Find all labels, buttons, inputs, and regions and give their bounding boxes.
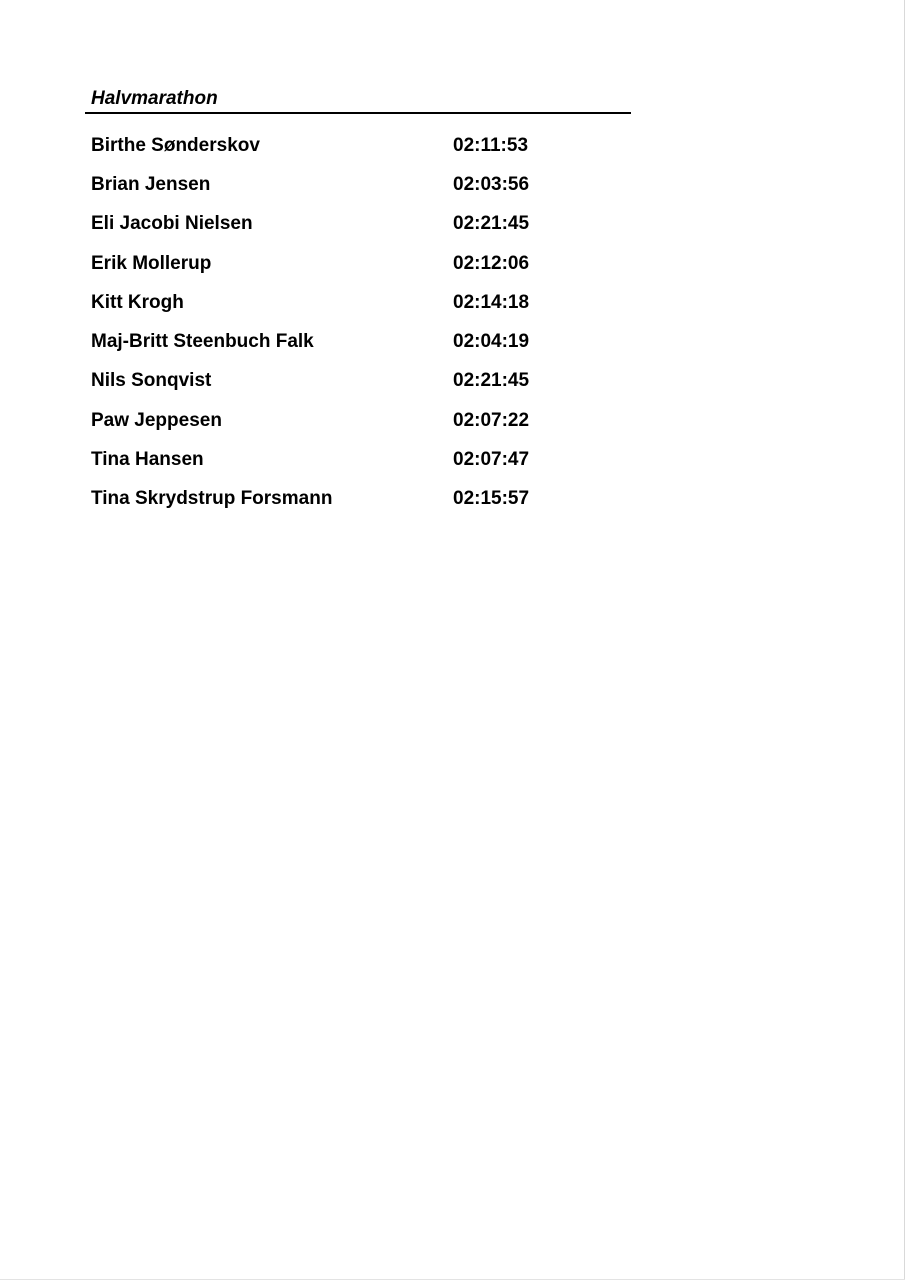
result-row: [85, 165, 631, 204]
result-row: [85, 205, 631, 244]
finish-time: 02:04:19: [453, 331, 530, 353]
runner-name: Nils Sonqvist: [91, 370, 212, 392]
result-row: [85, 244, 631, 283]
result-row: [85, 362, 631, 401]
runner-name: Tina Hansen: [91, 449, 204, 471]
finish-time: 02:03:56: [453, 173, 530, 195]
result-row: [85, 126, 631, 165]
result-row: [85, 401, 631, 440]
finish-time: 02:21:45: [453, 370, 530, 392]
runner-name: Tina Skrydstrup Forsmann: [91, 488, 333, 510]
finish-time: 02:14:18: [453, 291, 530, 313]
section-title: Halvmarathon: [85, 86, 631, 114]
results-section: [85, 86, 631, 519]
finish-time: 02:12:06: [453, 252, 530, 274]
runner-name: Erik Mollerup: [91, 252, 212, 274]
result-row: [85, 322, 631, 361]
runner-name: Brian Jensen: [91, 173, 211, 195]
runner-name: Paw Jeppesen: [91, 409, 222, 431]
runner-name: Birthe Sønderskov: [91, 134, 260, 156]
result-row: [85, 480, 631, 519]
finish-time: 02:21:45: [453, 213, 530, 235]
result-row: [85, 283, 631, 322]
finish-time: 02:11:53: [453, 134, 529, 156]
results-list: [85, 126, 631, 519]
finish-time: 02:07:22: [453, 409, 530, 431]
runner-name: Maj-Britt Steenbuch Falk: [91, 331, 314, 353]
result-row: [85, 440, 631, 479]
runner-name: Eli Jacobi Nielsen: [91, 213, 253, 235]
runner-name: Kitt Krogh: [91, 291, 184, 313]
finish-time: 02:15:57: [453, 488, 530, 510]
finish-time: 02:07:47: [453, 449, 530, 471]
